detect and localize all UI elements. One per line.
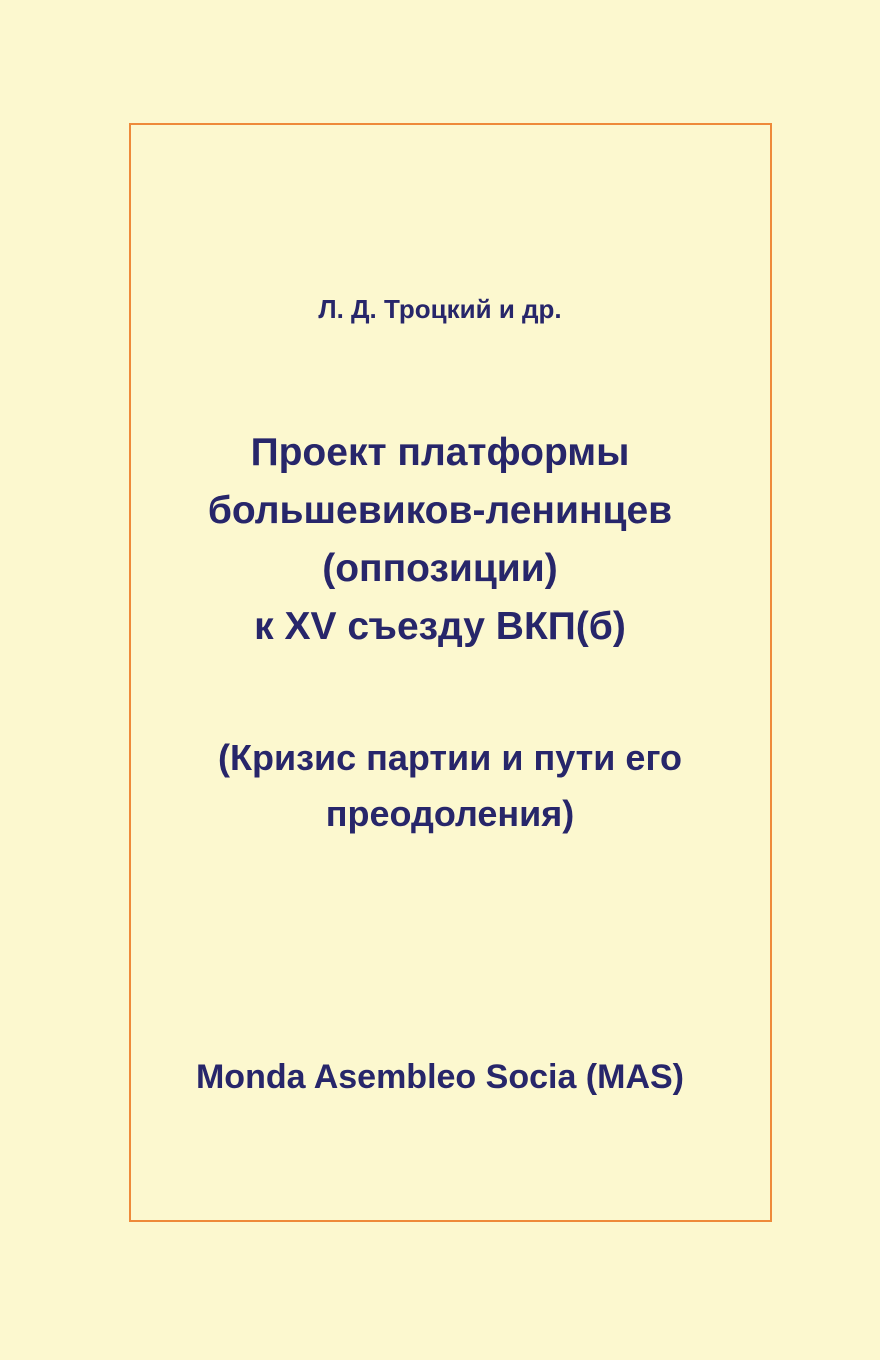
publisher-name: Monda Asembleo Socia (MAS) [195,1058,685,1096]
book-subtitle [10,730,880,842]
book-title [0,424,880,656]
title-line: Проект платформы [250,431,630,474]
title-line: большевиков-ленинцев [207,489,673,532]
subtitle-line: преодоления) [325,793,575,834]
author-name: Л. Д. Троцкий и др. [318,294,562,324]
title-line: к XV съезду ВКП(б) [254,605,626,648]
subtitle-line: (Кризис партии и пути его [218,737,682,778]
title-line: (оппозиции) [322,547,558,590]
